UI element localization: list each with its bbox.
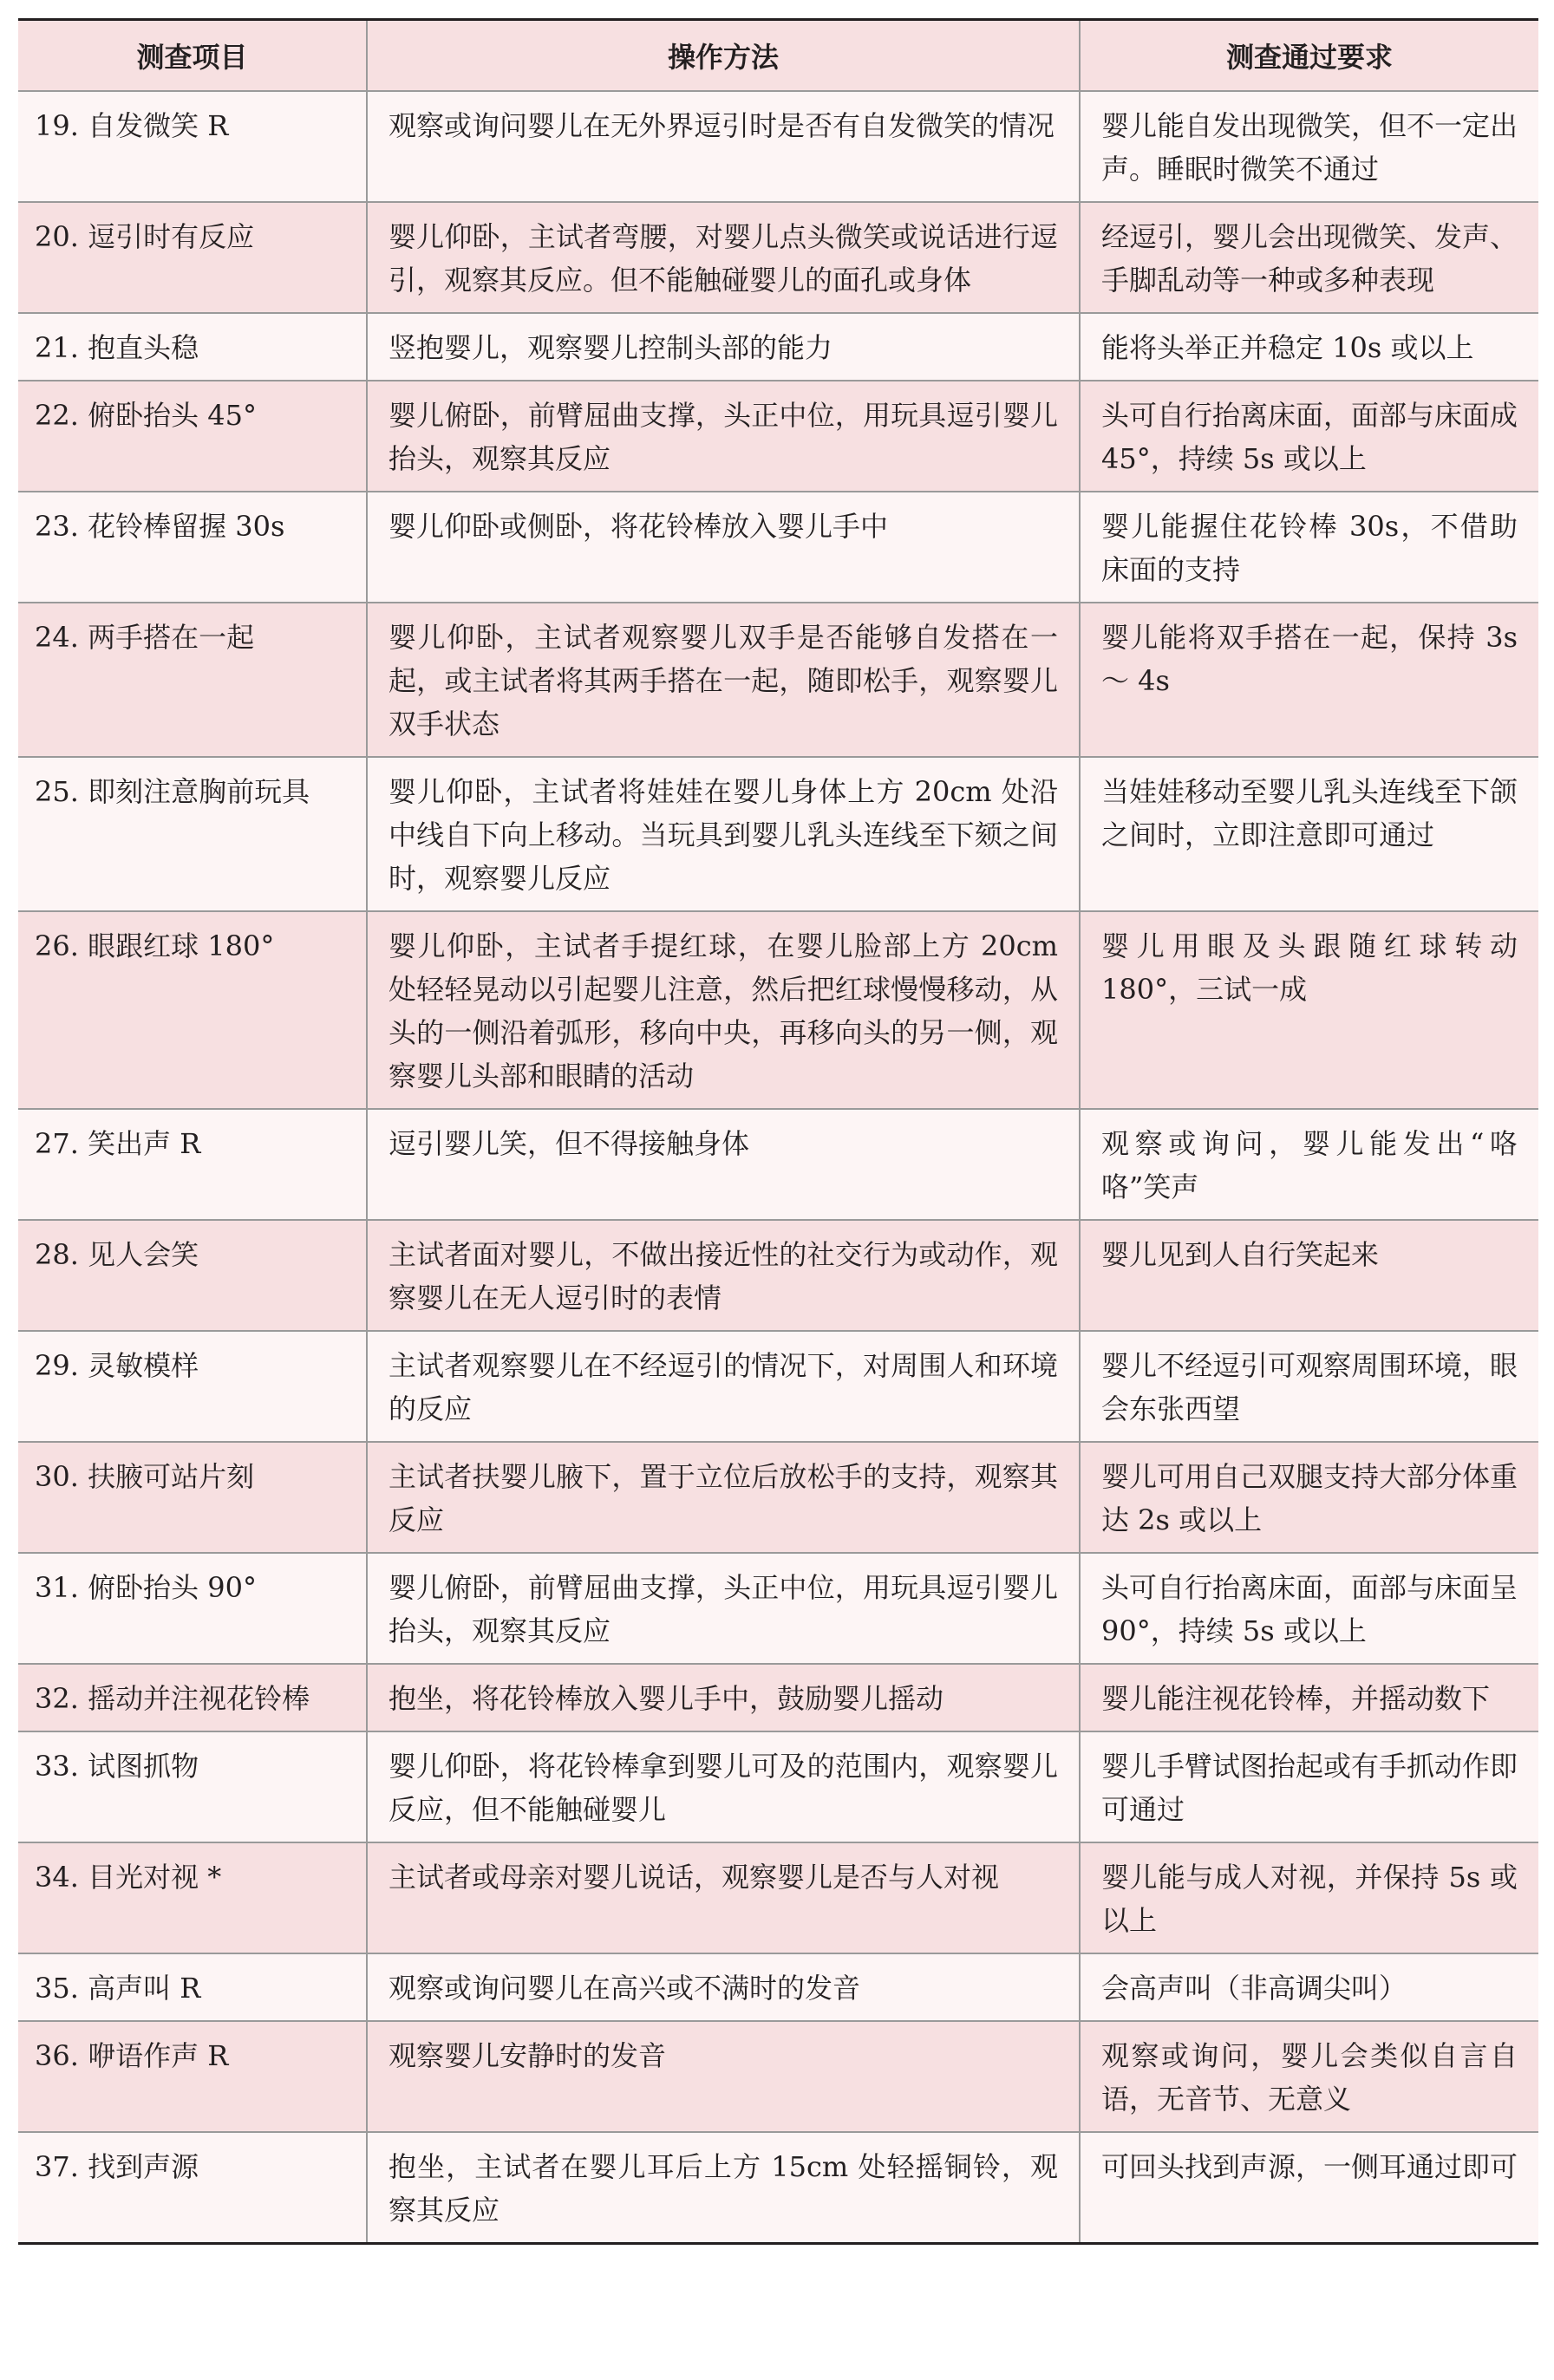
method-cell: 主试者观察婴儿在不经逗引的情况下，对周围人和环境的反应 [367, 1331, 1080, 1442]
method-cell: 婴儿仰卧，主试者观察婴儿双手是否能够自发搭在一起，或主试者将其两手搭在一起，随即松手，观察婴儿双手状态 [367, 603, 1080, 757]
item-cell: 22. 俯卧抬头 45° [18, 381, 367, 492]
criteria-cell: 婴儿见到人自行笑起来 [1080, 1220, 1538, 1331]
item-cell: 37. 找到声源 [18, 2132, 367, 2244]
criteria-cell: 婴儿能将双手搭在一起，保持 3s ～ 4s [1080, 603, 1538, 757]
assessment-table-container [18, 18, 1538, 2245]
table-row [18, 2021, 1538, 2132]
method-cell: 抱坐，将花铃棒放入婴儿手中，鼓励婴儿摇动 [367, 1664, 1080, 1731]
item-cell: 28. 见人会笑 [18, 1220, 367, 1331]
table-row [18, 313, 1538, 381]
item-cell: 25. 即刻注意胸前玩具 [18, 757, 367, 911]
method-cell: 婴儿俯卧，前臂屈曲支撑，头正中位，用玩具逗引婴儿抬头，观察其反应 [367, 1553, 1080, 1664]
method-cell: 观察或询问婴儿在无外界逗引时是否有自发微笑的情况 [367, 91, 1080, 202]
criteria-cell: 可回头找到声源，一侧耳通过即可 [1080, 2132, 1538, 2244]
table-row [18, 603, 1538, 757]
method-cell: 婴儿仰卧，主试者将娃娃在婴儿身体上方 20cm 处沿中线自下向上移动。当玩具到婴儿乳头连线至下颏之间时，观察婴儿反应 [367, 757, 1080, 911]
criteria-cell: 观察或询问，婴儿能发出“咯咯”笑声 [1080, 1109, 1538, 1220]
table-row [18, 2132, 1538, 2244]
criteria-cell: 婴儿能自发出现微笑，但不一定出声。睡眠时微笑不通过 [1080, 91, 1538, 202]
item-cell: 24. 两手搭在一起 [18, 603, 367, 757]
item-cell: 21. 抱直头稳 [18, 313, 367, 381]
method-cell: 婴儿仰卧，主试者手提红球，在婴儿脸部上方 20cm 处轻轻晃动以引起婴儿注意，然后把红球慢慢移动，从头的一侧沿着弧形，移向中央，再移向头的另一侧，观察婴儿头部和眼睛的活动 [367, 911, 1080, 1109]
criteria-cell: 能将头举正并稳定 10s 或以上 [1080, 313, 1538, 381]
table-row [18, 1553, 1538, 1664]
table-row [18, 911, 1538, 1109]
method-cell: 抱坐，主试者在婴儿耳后上方 15cm 处轻摇铜铃，观察其反应 [367, 2132, 1080, 2244]
item-cell: 27. 笑出声 R [18, 1109, 367, 1220]
method-cell: 主试者扶婴儿腋下，置于立位后放松手的支持，观察其反应 [367, 1442, 1080, 1553]
table-row [18, 1842, 1538, 1953]
criteria-cell: 婴儿用眼及头跟随红球转动 180°，三试一成 [1080, 911, 1538, 1109]
criteria-cell: 婴儿能握住花铃棒 30s，不借助床面的支持 [1080, 492, 1538, 603]
table-row [18, 492, 1538, 603]
criteria-cell: 婴儿能与成人对视，并保持 5s 或以上 [1080, 1842, 1538, 1953]
method-cell: 竖抱婴儿，观察婴儿控制头部的能力 [367, 313, 1080, 381]
method-cell: 婴儿俯卧，前臂屈曲支撑，头正中位，用玩具逗引婴儿抬头，观察其反应 [367, 381, 1080, 492]
criteria-cell: 婴儿能注视花铃棒，并摇动数下 [1080, 1664, 1538, 1731]
item-cell: 29. 灵敏模样 [18, 1331, 367, 1442]
method-cell: 观察或询问婴儿在高兴或不满时的发音 [367, 1953, 1080, 2021]
item-cell: 26. 眼跟红球 180° [18, 911, 367, 1109]
item-cell: 35. 高声叫 R [18, 1953, 367, 2021]
method-cell: 婴儿仰卧，将花铃棒拿到婴儿可及的范围内，观察婴儿反应，但不能触碰婴儿 [367, 1731, 1080, 1842]
criteria-cell: 经逗引，婴儿会出现微笑、发声、手脚乱动等一种或多种表现 [1080, 202, 1538, 313]
method-cell: 逗引婴儿笑，但不得接触身体 [367, 1109, 1080, 1220]
criteria-cell: 婴儿不经逗引可观察周围环境，眼会东张西望 [1080, 1331, 1538, 1442]
criteria-cell: 会高声叫（非高调尖叫） [1080, 1953, 1538, 2021]
table-header-row [18, 20, 1538, 92]
table-row [18, 1664, 1538, 1731]
item-cell: 34. 目光对视 * [18, 1842, 367, 1953]
criteria-cell: 观察或询问，婴儿会类似自言自语，无音节、无意义 [1080, 2021, 1538, 2132]
header-method: 操作方法 [367, 20, 1080, 92]
header-criteria: 测查通过要求 [1080, 20, 1538, 92]
table-row [18, 1953, 1538, 2021]
item-cell: 19. 自发微笑 R [18, 91, 367, 202]
assessment-table [18, 18, 1538, 2245]
criteria-cell: 当娃娃移动至婴儿乳头连线至下颌之间时，立即注意即可通过 [1080, 757, 1538, 911]
table-row [18, 1731, 1538, 1842]
method-cell: 婴儿仰卧或侧卧，将花铃棒放入婴儿手中 [367, 492, 1080, 603]
item-cell: 33. 试图抓物 [18, 1731, 367, 1842]
table-row [18, 1442, 1538, 1553]
table-row [18, 381, 1538, 492]
item-cell: 31. 俯卧抬头 90° [18, 1553, 367, 1664]
criteria-cell: 婴儿可用自己双腿支持大部分体重达 2s 或以上 [1080, 1442, 1538, 1553]
criteria-cell: 头可自行抬离床面，面部与床面成 45°，持续 5s 或以上 [1080, 381, 1538, 492]
table-row [18, 202, 1538, 313]
item-cell: 30. 扶腋可站片刻 [18, 1442, 367, 1553]
criteria-cell: 头可自行抬离床面，面部与床面呈 90°，持续 5s 或以上 [1080, 1553, 1538, 1664]
item-cell: 20. 逗引时有反应 [18, 202, 367, 313]
table-row [18, 1109, 1538, 1220]
item-cell: 23. 花铃棒留握 30s [18, 492, 367, 603]
item-cell: 36. 咿语作声 R [18, 2021, 367, 2132]
table-row [18, 1331, 1538, 1442]
table-row [18, 91, 1538, 202]
table-row [18, 1220, 1538, 1331]
header-item: 测查项目 [18, 20, 367, 92]
method-cell: 主试者面对婴儿，不做出接近性的社交行为或动作，观察婴儿在无人逗引时的表情 [367, 1220, 1080, 1331]
method-cell: 婴儿仰卧，主试者弯腰，对婴儿点头微笑或说话进行逗引，观察其反应。但不能触碰婴儿的面孔或身体 [367, 202, 1080, 313]
method-cell: 主试者或母亲对婴儿说话，观察婴儿是否与人对视 [367, 1842, 1080, 1953]
item-cell: 32. 摇动并注视花铃棒 [18, 1664, 367, 1731]
method-cell: 观察婴儿安静时的发音 [367, 2021, 1080, 2132]
table-row [18, 757, 1538, 911]
criteria-cell: 婴儿手臂试图抬起或有手抓动作即可通过 [1080, 1731, 1538, 1842]
